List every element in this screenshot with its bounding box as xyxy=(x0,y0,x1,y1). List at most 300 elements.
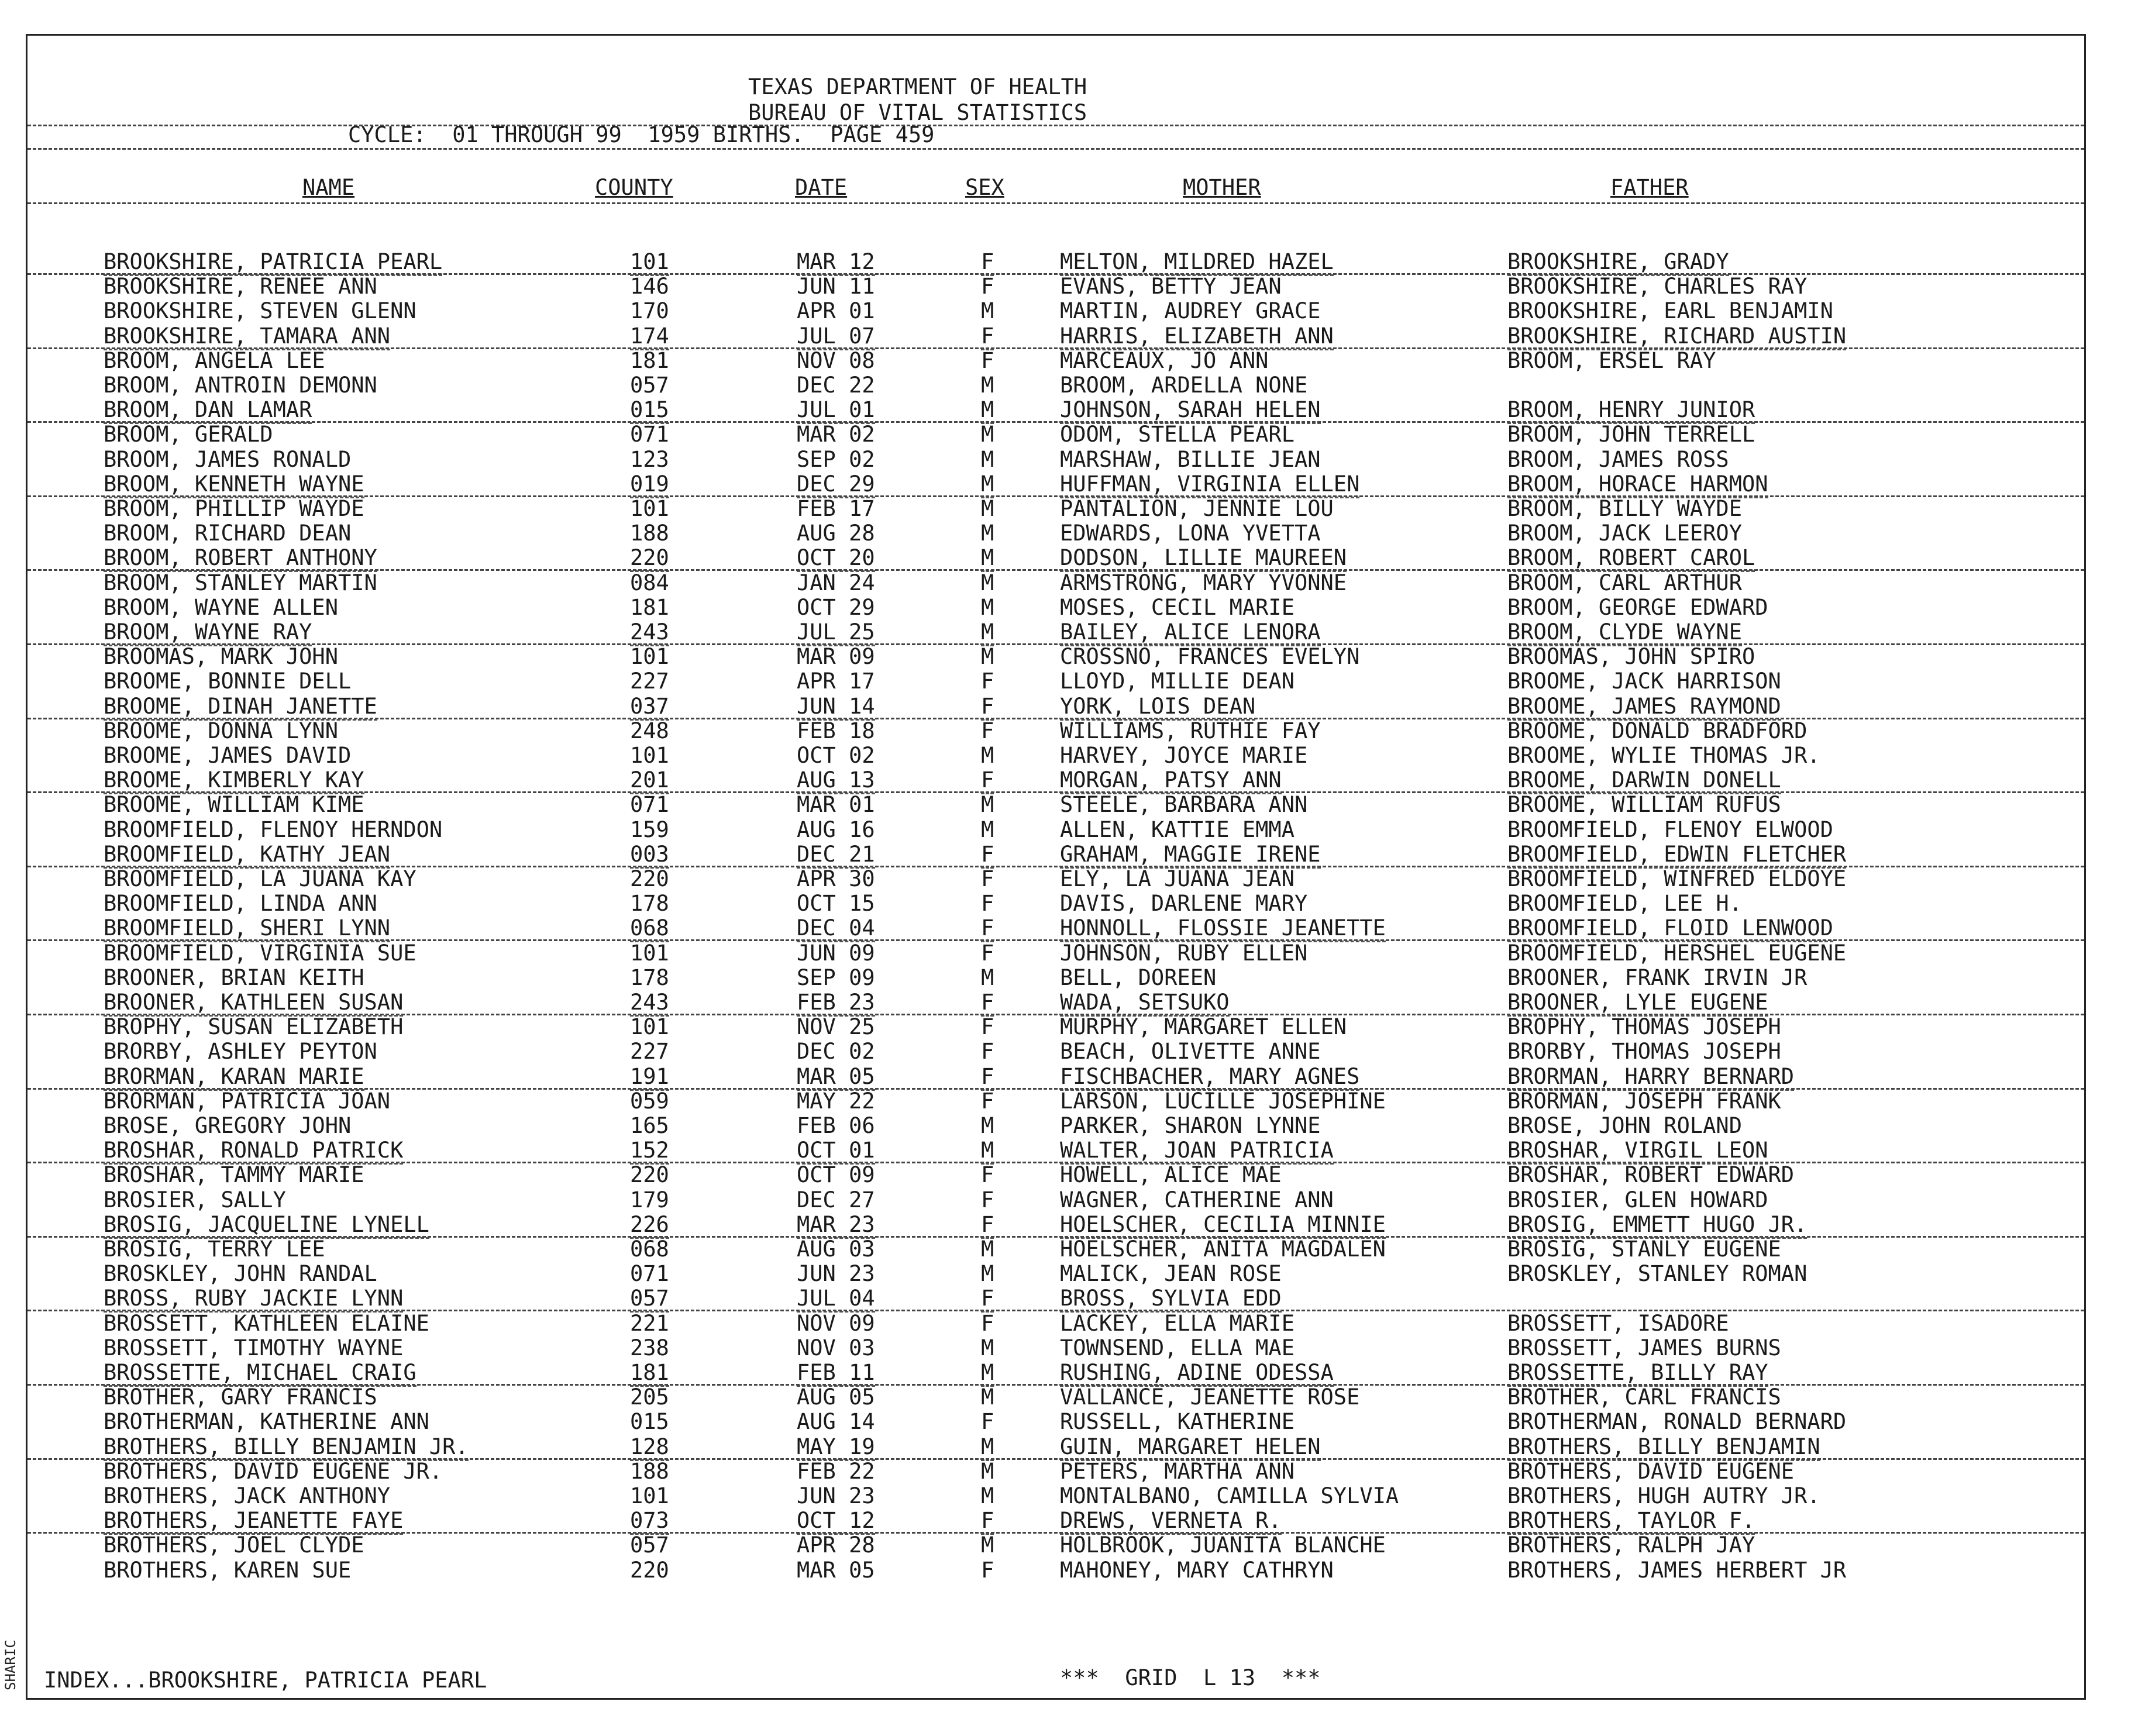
cell-date: FEB 06 xyxy=(797,1113,875,1138)
table-row xyxy=(27,941,2084,966)
cell-county: 174 xyxy=(630,324,669,350)
cell-date: AUG 05 xyxy=(797,1384,875,1410)
cell-father: BROSIG, EMMETT HUGO JR. xyxy=(1507,1213,1807,1239)
cell-name: BROOME, DINAH JANETTE xyxy=(104,694,377,721)
table-row xyxy=(27,571,2084,595)
cell-name: BROOM, STANLEY MARTIN xyxy=(104,570,377,595)
table-row xyxy=(27,891,2084,916)
table-row xyxy=(27,373,2084,398)
cell-name: BRORMAN, KARAN MARIE xyxy=(104,1065,364,1091)
header-divider xyxy=(27,125,2084,126)
cell-father: BROOME, DARWIN DONELL xyxy=(1507,768,1781,794)
cell-county: 248 xyxy=(630,718,669,743)
table-row xyxy=(27,818,2084,842)
cell-father: BROOME, WYLIE THOMAS JR. xyxy=(1507,743,1820,768)
cell-mother: EDWARDS, LONA YVETTA xyxy=(1060,521,1321,546)
cell-sex: M xyxy=(981,965,994,990)
cell-county: 084 xyxy=(630,570,669,595)
cell-name: BROSSETT, KATHLEEN ELAINE xyxy=(104,1310,429,1336)
cell-mother: MORGAN, PATSY ANN xyxy=(1060,768,1282,794)
cell-sex: M xyxy=(981,496,994,521)
cell-mother: ODOM, STELLA PEARL xyxy=(1060,422,1294,447)
cell-sex: M xyxy=(981,570,994,595)
document-frame xyxy=(26,34,2086,1700)
cell-mother: PANTALION, JENNIE LOU xyxy=(1060,496,1334,521)
cell-county: 220 xyxy=(630,866,669,891)
cell-mother: HOWELL, ALICE MAE xyxy=(1060,1162,1282,1188)
cell-county: 071 xyxy=(630,1261,669,1287)
cell-county: 188 xyxy=(630,1458,669,1484)
cell-name: BROOME, KIMBERLY KAY xyxy=(104,768,364,794)
cell-county: 037 xyxy=(630,694,669,721)
cell-mother: WILLIAMS, RUTHIE FAY xyxy=(1060,718,1321,743)
cell-mother: ARMSTRONG, MARY YVONNE xyxy=(1060,570,1347,595)
cell-father: BROPHY, THOMAS JOSEPH xyxy=(1507,1014,1781,1040)
cell-sex: F xyxy=(981,842,994,869)
cell-father: BROTHERS, RALPH JAY xyxy=(1507,1532,1755,1558)
cell-date: AUG 28 xyxy=(797,521,875,546)
cell-county: 243 xyxy=(630,620,669,646)
cell-county: 003 xyxy=(630,842,669,869)
cell-mother: YORK, LOIS DEAN xyxy=(1060,694,1255,721)
cell-sex: M xyxy=(981,1236,994,1262)
cell-father: BROTHERS, JAMES HERBERT JR xyxy=(1507,1557,1847,1583)
cell-county: 057 xyxy=(630,373,669,398)
cell-county: 243 xyxy=(630,990,669,1017)
cell-name: BROOM, WAYNE RAY xyxy=(104,620,312,646)
cell-father: BROOM, HORACE HARMON xyxy=(1507,472,1768,498)
cell-sex: M xyxy=(981,743,994,768)
cell-county: 226 xyxy=(630,1213,669,1239)
cell-name: BROSSETT, TIMOTHY WAYNE xyxy=(104,1335,404,1360)
cell-sex: F xyxy=(981,324,994,350)
cell-date: JUL 04 xyxy=(797,1286,875,1313)
cell-county: 170 xyxy=(630,298,669,324)
cell-date: JUN 14 xyxy=(797,694,875,721)
cell-father: BROOMFIELD, EDWIN FLETCHER xyxy=(1507,842,1846,869)
cell-date: FEB 11 xyxy=(797,1360,875,1387)
table-row xyxy=(27,793,2084,817)
cell-county: 015 xyxy=(630,398,669,424)
cell-name: BROTHERS, KAREN SUE xyxy=(104,1557,352,1583)
agency-title: TEXAS DEPARTMENT OF HEALTH xyxy=(748,74,1087,99)
table-row xyxy=(27,1459,2084,1484)
cell-date: JUL 25 xyxy=(797,620,875,646)
cell-name: BROTHERS, JACK ANTHONY xyxy=(104,1483,391,1508)
cell-county: 073 xyxy=(630,1508,669,1535)
cell-father: BROONER, FRANK IRVIN JR xyxy=(1507,965,1808,990)
table-row xyxy=(27,1039,2084,1064)
cell-mother: HOELSCHER, ANITA MAGDALEN xyxy=(1060,1236,1386,1262)
cell-county: 101 xyxy=(630,644,669,670)
cell-name: BROOMFIELD, LA JUANA KAY xyxy=(104,866,416,891)
cell-name: BROTHERS, BILLY BENJAMIN JR. xyxy=(104,1435,469,1461)
cell-county: 205 xyxy=(630,1384,669,1410)
cell-county: 068 xyxy=(630,916,669,942)
cell-date: JAN 24 xyxy=(797,570,875,595)
cell-mother: DAVIS, DARLENE MARY xyxy=(1060,891,1308,917)
cell-county: 146 xyxy=(630,274,669,299)
cell-sex: M xyxy=(981,1458,994,1484)
cell-father: BROOMAS, JOHN SPIRO xyxy=(1507,644,1755,670)
cell-date: OCT 29 xyxy=(797,594,875,620)
table-row xyxy=(27,1286,2084,1311)
cell-sex: F xyxy=(981,1014,994,1040)
cell-sex: M xyxy=(981,792,994,818)
cell-date: AUG 03 xyxy=(797,1236,875,1262)
cell-mother: BROOM, ARDELLA NONE xyxy=(1060,373,1308,398)
cell-date: FEB 22 xyxy=(797,1458,875,1484)
cell-date: DEC 29 xyxy=(797,472,875,498)
cell-father: BROTHERS, TAYLOR F. xyxy=(1507,1508,1755,1535)
cell-name: BROOKSHIRE, STEVEN GLENN xyxy=(104,298,416,324)
cell-mother: BAILEY, ALICE LENORA xyxy=(1060,620,1321,646)
cell-mother: HOELSCHER, CECILIA MINNIE xyxy=(1060,1213,1386,1239)
cell-date: DEC 04 xyxy=(797,916,875,942)
cell-sex: M xyxy=(981,817,994,842)
cell-sex: F xyxy=(981,916,994,942)
cell-father: BROTHERMAN, RONALD BERNARD xyxy=(1507,1409,1847,1435)
cell-county: 179 xyxy=(630,1187,669,1213)
cell-name: BROPHY, SUSAN ELIZABETH xyxy=(104,1014,404,1040)
cell-date: OCT 02 xyxy=(797,743,875,768)
cell-name: BROOME, DONNA LYNN xyxy=(104,718,338,743)
cell-name: BROOM, ANTROIN DEMONN xyxy=(104,373,377,398)
cell-sex: F xyxy=(981,1557,994,1583)
cell-date: FEB 23 xyxy=(797,990,875,1017)
cell-name: BROONER, BRIAN KEITH xyxy=(104,965,364,990)
cell-sex: F xyxy=(981,1088,994,1114)
table-row xyxy=(27,1558,2084,1583)
cell-date: NOV 09 xyxy=(797,1310,875,1336)
cell-father: BRORMAN, HARRY BERNARD xyxy=(1507,1065,1794,1091)
cell-father: BRORMAN, JOSEPH FRANK xyxy=(1507,1088,1781,1114)
cell-sex: F xyxy=(981,990,994,1017)
cell-sex: F xyxy=(981,940,994,966)
cell-name: BROOM, ROBERT ANTHONY xyxy=(104,546,377,572)
cell-sex: M xyxy=(981,1483,994,1508)
cell-mother: MARCEAUX, JO ANN xyxy=(1060,347,1269,373)
cell-sex: F xyxy=(981,1310,994,1336)
cell-name: BROOM, RICHARD DEAN xyxy=(104,521,352,546)
cell-mother: BEACH, OLIVETTE ANNE xyxy=(1060,1039,1321,1065)
table-row xyxy=(27,497,2084,521)
table-row xyxy=(27,472,2084,497)
cell-county: 071 xyxy=(630,792,669,818)
cell-county: 221 xyxy=(630,1310,669,1336)
cell-sex: F xyxy=(981,669,994,694)
table-row xyxy=(27,867,2084,891)
cell-name: BROOMFIELD, FLENOY HERNDON xyxy=(104,817,443,842)
cell-name: BROOM, DAN LAMAR xyxy=(104,398,312,424)
cell-father: BROOKSHIRE, CHARLES RAY xyxy=(1507,274,1808,299)
cell-date: AUG 13 xyxy=(797,768,875,794)
table-row xyxy=(27,1237,2084,1262)
cell-name: BROOMFIELD, SHERI LYNN xyxy=(104,916,390,942)
column-header-date: DATE xyxy=(795,175,848,200)
cell-date: SEP 02 xyxy=(797,446,875,472)
cell-name: BROSE, GREGORY JOHN xyxy=(104,1113,352,1138)
cell-sex: M xyxy=(981,1335,994,1360)
table-row xyxy=(27,743,2084,768)
cell-mother: ALLEN, KATTIE EMMA xyxy=(1060,817,1294,842)
cell-sex: M xyxy=(981,373,994,398)
cell-mother: RUSSELL, KATHERINE xyxy=(1060,1409,1294,1435)
table-row xyxy=(27,990,2084,1015)
cell-mother: PETERS, MARTHA ANN xyxy=(1060,1458,1294,1484)
cell-sex: F xyxy=(981,1039,994,1065)
cell-father: BRORBY, THOMAS JOSEPH xyxy=(1507,1039,1781,1065)
cell-mother: VALLANCE, JEANETTE ROSE xyxy=(1060,1384,1360,1410)
table-row xyxy=(27,1360,2084,1385)
cell-mother: LARSON, LUCILLE JOSEPHINE xyxy=(1060,1088,1386,1114)
side-label: SHARIC xyxy=(2,1639,19,1690)
cell-father: BROOME, JACK HARRISON xyxy=(1507,669,1781,694)
cell-county: 101 xyxy=(630,496,669,521)
cell-mother: WALTER, JOAN PATRICIA xyxy=(1060,1138,1334,1165)
cell-county: 101 xyxy=(630,743,669,768)
table-row xyxy=(27,1311,2084,1336)
cell-father: BROOMFIELD, WINFRED ELDOYE xyxy=(1507,866,1847,891)
cell-date: AUG 14 xyxy=(797,1409,875,1435)
cell-name: BROOME, BONNIE DELL xyxy=(104,669,352,694)
cell-father: BROOKSHIRE, RICHARD AUSTIN xyxy=(1507,324,1846,350)
cell-county: 220 xyxy=(630,546,669,572)
cell-sex: F xyxy=(981,1213,994,1239)
table-row xyxy=(27,916,2084,941)
cell-date: JUL 07 xyxy=(797,324,875,350)
cell-date: NOV 25 xyxy=(797,1014,875,1040)
cell-date: MAR 12 xyxy=(797,250,875,276)
cell-sex: F xyxy=(981,891,994,917)
cell-father: BROOM, JOHN TERRELL xyxy=(1507,422,1755,447)
cell-mother: STEELE, BARBARA ANN xyxy=(1060,792,1308,818)
cell-county: 123 xyxy=(630,446,669,472)
cell-sex: M xyxy=(981,1360,994,1387)
table-row xyxy=(27,1015,2084,1039)
cell-father: BROOM, BILLY WAYDE xyxy=(1507,496,1742,521)
cell-county: 068 xyxy=(630,1236,669,1262)
table-row xyxy=(27,1188,2084,1213)
cell-sex: F xyxy=(981,768,994,794)
cell-father: BROONER, LYLE EUGENE xyxy=(1507,990,1768,1017)
table-row xyxy=(27,546,2084,570)
cell-date: JUL 01 xyxy=(797,398,875,424)
cell-sex: M xyxy=(981,298,994,324)
cell-county: 159 xyxy=(630,817,669,842)
cell-mother: MALICK, JEAN ROSE xyxy=(1060,1261,1282,1287)
cycle-line: CYCLE: 01 THROUGH 99 1959 BIRTHS. PAGE 459 xyxy=(348,122,935,147)
cell-sex: F xyxy=(981,1409,994,1435)
cell-sex: M xyxy=(981,1138,994,1165)
cell-county: 057 xyxy=(630,1286,669,1313)
table-row xyxy=(27,1138,2084,1163)
cell-sex: M xyxy=(981,422,994,447)
cell-father: BROOMFIELD, FLENOY ELWOOD xyxy=(1507,817,1833,842)
cell-date: DEC 02 xyxy=(797,1039,875,1065)
cell-father: BROOM, GEORGE EDWARD xyxy=(1507,594,1768,620)
cell-mother: HOLBROOK, JUANITA BLANCHE xyxy=(1060,1532,1386,1558)
table-row xyxy=(27,768,2084,793)
cell-name: BROOM, WAYNE ALLEN xyxy=(104,594,338,620)
cell-father: BROSSETTE, BILLY RAY xyxy=(1507,1360,1768,1387)
cell-name: BRORMAN, PATRICIA JOAN xyxy=(104,1088,391,1114)
cell-mother: MONTALBANO, CAMILLA SYLVIA xyxy=(1060,1483,1399,1508)
table-row xyxy=(27,1163,2084,1187)
cell-sex: M xyxy=(981,546,994,572)
cell-father: BROSSETT, ISADORE xyxy=(1507,1310,1729,1336)
cell-mother: LLOYD, MILLIE DEAN xyxy=(1060,669,1294,694)
column-header-sex: SEX xyxy=(965,175,1004,200)
cell-father: BROOM, JACK LEEROY xyxy=(1507,521,1742,546)
table-row xyxy=(27,349,2084,373)
cell-father: BROOM, ERSEL RAY xyxy=(1507,347,1716,373)
cell-county: 101 xyxy=(630,940,669,966)
cell-mother: MURPHY, MARGARET ELLEN xyxy=(1060,1014,1347,1040)
cell-name: BROSSETTE, MICHAEL CRAIG xyxy=(104,1360,416,1387)
table-row xyxy=(27,324,2084,349)
cell-name: BROTHERMAN, KATHERINE ANN xyxy=(104,1409,429,1435)
cell-name: BROOM, PHILLIP WAYDE xyxy=(104,496,364,521)
cell-name: BROOMFIELD, LINDA ANN xyxy=(104,891,377,917)
cell-mother: ELY, LA JUANA JEAN xyxy=(1060,866,1294,891)
cell-mother: MOSES, CECIL MARIE xyxy=(1060,594,1294,620)
cell-mother: LACKEY, ELLA MARIE xyxy=(1060,1310,1294,1336)
cell-sex: F xyxy=(981,274,994,299)
cell-date: MAY 22 xyxy=(797,1088,875,1114)
cell-date: DEC 22 xyxy=(797,373,875,398)
cell-mother: WAGNER, CATHERINE ANN xyxy=(1060,1187,1334,1213)
cell-father: BROOMFIELD, LEE H. xyxy=(1507,891,1742,917)
cell-county: 101 xyxy=(630,1483,669,1508)
cell-date: NOV 08 xyxy=(797,347,875,373)
column-header-father: FATHER xyxy=(1610,175,1689,200)
table-row xyxy=(27,250,2084,274)
table-row xyxy=(27,1533,2084,1558)
table-row xyxy=(27,669,2084,694)
cell-father: BROTHERS, BILLY BENJAMIN xyxy=(1507,1435,1820,1461)
cell-date: APR 28 xyxy=(797,1532,875,1558)
cell-sex: F xyxy=(981,1065,994,1091)
cell-sex: F xyxy=(981,866,994,891)
cell-county: 101 xyxy=(630,250,669,276)
cell-date: JUN 23 xyxy=(797,1261,875,1287)
cell-county: 181 xyxy=(630,347,669,373)
cell-sex: M xyxy=(981,1113,994,1138)
header-divider-2 xyxy=(27,148,2084,150)
cell-father: BROSKLEY, STANLEY ROMAN xyxy=(1507,1261,1808,1287)
cell-name: BROOMFIELD, KATHY JEAN xyxy=(104,842,390,869)
cell-mother: EVANS, BETTY JEAN xyxy=(1060,274,1282,299)
cell-name: BROOKSHIRE, TAMARA ANN xyxy=(104,324,390,350)
cell-father: BROOMFIELD, HERSHEL EUGENE xyxy=(1507,940,1847,966)
bureau-title: BUREAU OF VITAL STATISTICS xyxy=(748,100,1087,125)
cell-county: 238 xyxy=(630,1335,669,1360)
cell-date: FEB 18 xyxy=(797,718,875,743)
cell-name: BROTHERS, JEANETTE FAYE xyxy=(104,1508,403,1535)
columns-divider xyxy=(27,202,2084,204)
table-row xyxy=(27,620,2084,645)
table-row xyxy=(27,1213,2084,1237)
cell-name: BROOM, JAMES RONALD xyxy=(104,446,352,472)
cell-mother: DREWS, VERNETA R. xyxy=(1060,1508,1282,1535)
cell-sex: M xyxy=(981,1435,994,1461)
cell-name: BROTHERS, JOEL CLYDE xyxy=(104,1532,364,1558)
cell-county: 101 xyxy=(630,1014,669,1040)
cell-sex: M xyxy=(981,472,994,498)
cell-county: 191 xyxy=(630,1065,669,1091)
cell-mother: HONNOLL, FLOSSIE JEANETTE xyxy=(1060,916,1386,942)
cell-father: BROSHAR, VIRGIL LEON xyxy=(1507,1138,1768,1165)
cell-county: 227 xyxy=(630,669,669,694)
cell-date: APR 30 xyxy=(797,866,875,891)
cell-mother: MELTON, MILDRED HAZEL xyxy=(1060,250,1334,276)
cell-father: BROSHAR, ROBERT EDWARD xyxy=(1507,1162,1795,1188)
cell-father: BROTHER, CARL FRANCIS xyxy=(1507,1384,1781,1410)
cell-name: BROOM, GERALD xyxy=(104,422,273,447)
cell-sex: M xyxy=(981,521,994,546)
cell-name: BROSHAR, TAMMY MARIE xyxy=(104,1162,364,1188)
cell-sex: M xyxy=(981,446,994,472)
cell-county: 227 xyxy=(630,1039,669,1065)
cell-date: OCT 20 xyxy=(797,546,875,572)
cell-date: APR 01 xyxy=(797,298,875,324)
column-header-county: COUNTY xyxy=(595,175,673,200)
cell-date: MAR 05 xyxy=(797,1065,875,1091)
cell-date: MAR 02 xyxy=(797,422,875,447)
cell-mother: MARTIN, AUDREY GRACE xyxy=(1060,298,1321,324)
cell-county: 015 xyxy=(630,1409,669,1435)
cell-county: 201 xyxy=(630,768,669,794)
table-row xyxy=(27,842,2084,867)
cell-name: BROSIG, JACQUELINE LYNELL xyxy=(104,1213,429,1239)
cell-date: DEC 27 xyxy=(797,1187,875,1213)
table-row xyxy=(27,719,2084,743)
table-row xyxy=(27,1410,2084,1434)
cell-father: BROOMFIELD, FLOID LENWOOD xyxy=(1507,916,1833,942)
cell-county: 178 xyxy=(630,891,669,917)
cell-mother: MAHONEY, MARY CATHRYN xyxy=(1060,1557,1334,1583)
cell-name: BROOKSHIRE, PATRICIA PEARL xyxy=(104,250,442,276)
grid-footer: *** GRID L 13 *** xyxy=(1060,1665,1321,1690)
cell-father: BROOKSHIRE, GRADY xyxy=(1507,250,1729,276)
cell-county: 178 xyxy=(630,965,669,990)
table-row xyxy=(27,447,2084,472)
cell-county: 057 xyxy=(630,1532,669,1558)
cell-name: BROSKLEY, JOHN RANDAL xyxy=(104,1261,377,1287)
cell-date: JUN 11 xyxy=(797,274,875,299)
cell-father: BROOM, CLYDE WAYNE xyxy=(1507,620,1742,646)
cell-date: MAR 01 xyxy=(797,792,875,818)
cell-father: BROOME, WILLIAM RUFUS xyxy=(1507,792,1781,818)
cell-name: BROOME, WILLIAM KIME xyxy=(104,792,364,818)
cell-name: BROSS, RUBY JACKIE LYNN xyxy=(104,1286,403,1313)
table-row xyxy=(27,1385,2084,1410)
cell-date: AUG 16 xyxy=(797,817,875,842)
cell-sex: M xyxy=(981,620,994,646)
table-row xyxy=(27,1114,2084,1138)
cell-county: 152 xyxy=(630,1138,669,1165)
cell-father: BROSIER, GLEN HOWARD xyxy=(1507,1187,1768,1213)
cell-mother: MARSHAW, BILLIE JEAN xyxy=(1060,446,1321,472)
cell-father: BROTHERS, DAVID EUGENE xyxy=(1507,1458,1795,1484)
cell-county: 181 xyxy=(630,1360,669,1387)
cell-sex: M xyxy=(981,594,994,620)
cell-name: BROTHERS, DAVID EUGENE JR. xyxy=(104,1458,443,1484)
cell-mother: JOHNSON, RUBY ELLEN xyxy=(1060,940,1308,966)
cell-county: 165 xyxy=(630,1113,669,1138)
cell-sex: F xyxy=(981,347,994,373)
